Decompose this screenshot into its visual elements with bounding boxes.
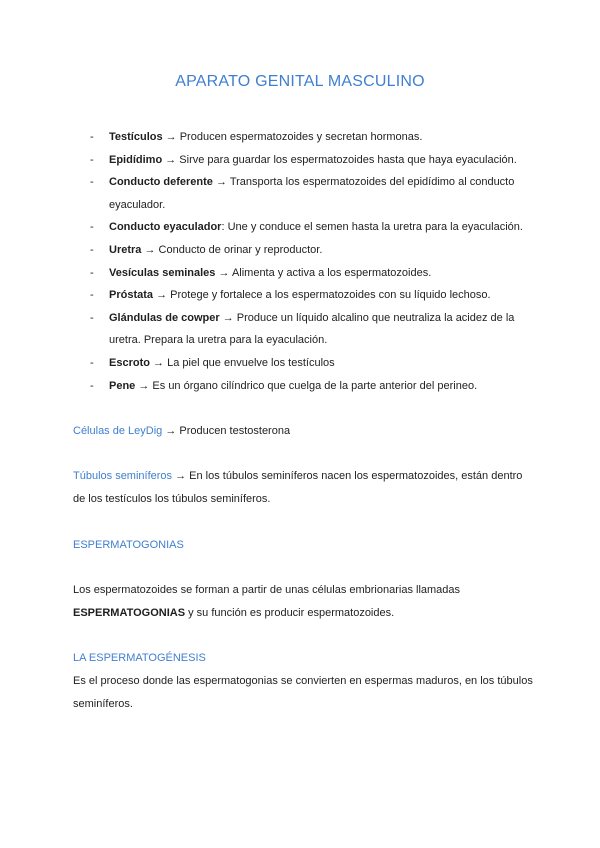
- leydig-text: → Producen testosterona: [162, 425, 291, 437]
- list-item: [90, 216, 530, 239]
- bullet-marker: -: [90, 153, 94, 166]
- list-item-term: Epidídimo: [109, 153, 163, 166]
- list-item-term: Vesículas seminales: [109, 266, 216, 279]
- list-item-separator: →: [162, 153, 180, 166]
- list-item: [90, 239, 530, 262]
- bullet-marker: -: [90, 176, 94, 189]
- list-item-separator: →: [212, 176, 230, 189]
- list-item: [90, 307, 530, 352]
- list-item-separator: →: [153, 289, 171, 302]
- list-item-term: Glándulas de cowper: [109, 311, 220, 324]
- bullet-marker: -: [90, 131, 94, 143]
- list-item: [90, 126, 530, 149]
- list-item-text: Sirve para guardar los espermatozoides hasta que haya eyaculación.: [179, 153, 517, 166]
- leydig-term: Células de LeyDig: [73, 425, 163, 437]
- list-item-separator: →: [149, 356, 168, 369]
- list-item-term: Escroto: [109, 356, 150, 369]
- list-item-separator: →: [215, 266, 232, 279]
- bullet-marker: -: [90, 379, 94, 392]
- list-item-term: Testículos: [109, 131, 163, 143]
- bullet-marker: -: [90, 221, 94, 234]
- espermatogonias-text-after: y su función es producir espermatozoides.: [185, 606, 395, 619]
- list-item-term: Conducto deferente: [109, 176, 213, 189]
- list-item: [90, 375, 530, 398]
- list-item: [90, 284, 530, 307]
- list-item-text: Produce un líquido alcalino que neutraliza la acidez de la uretra. Prepara la uretra para la eyaculación.: [109, 311, 515, 347]
- bullet-marker: -: [90, 243, 94, 256]
- list-item-term: Próstata: [109, 289, 154, 302]
- list-item-text: Producen espermatozoides y secretan hormonas.: [179, 131, 423, 143]
- bullet-marker: -: [90, 289, 94, 302]
- list-item-separator: →: [162, 131, 180, 143]
- tubulos-paragraph: [73, 465, 533, 510]
- list-item-text: Protege y fortalece a los espermatozoides con su líquido lechoso.: [170, 289, 491, 302]
- list-item-separator: →: [219, 311, 237, 324]
- list-item-term: Pene: [109, 379, 136, 392]
- list-item-text: Es un órgano cilíndrico que cuelga de la parte anterior del perineo.: [152, 379, 478, 392]
- list-item-text: La piel que envuelve los testículos: [167, 356, 335, 369]
- espermatogenesis-heading: LA ESPERMATOGÉNESIS: [73, 652, 206, 664]
- list-item: [90, 352, 530, 375]
- bullet-marker: -: [90, 356, 94, 369]
- list-item-text: Une y conduce el semen hasta la uretra para la eyaculación.: [227, 221, 523, 234]
- leydig-paragraph: [73, 420, 533, 443]
- list-item-separator: →: [135, 379, 153, 392]
- list-item-separator: →: [141, 243, 159, 256]
- bullet-marker: -: [90, 311, 94, 324]
- page-title: APARATO GENITAL MASCULINO: [175, 73, 425, 90]
- bullet-marker: -: [90, 266, 94, 279]
- list-item: [90, 171, 530, 216]
- list-item-text: Transporta los espermatozoides del epidídimo al conducto eyaculador.: [109, 176, 515, 211]
- list-item-text: Alimenta y activa a los espermatozoides.: [231, 266, 432, 279]
- list-item: [90, 262, 530, 285]
- list-item-separator: :: [221, 221, 228, 234]
- list-item-text: Conducto de orinar y reproductor.: [158, 243, 323, 256]
- espermatogonias-heading: ESPERMATOGONIAS: [73, 539, 184, 551]
- tubulos-term: Túbulos seminíferos: [73, 470, 173, 482]
- list-item: [90, 149, 530, 172]
- espermatogenesis-paragraph: Es el proceso donde las espermatogonias se convierten en espermas maduros, en los túbulos seminíferos.: [73, 675, 533, 710]
- tubulos-text: → En los túbulos seminíferos nacen los espermatozoides, están dentro de los testículos los túbulos seminíferos.: [73, 470, 523, 505]
- espermatogonias-text-before: Los espermatozoides se forman a partir de unas células embrionarias llamadas: [73, 584, 461, 596]
- espermatogonias-paragraph: [73, 579, 533, 624]
- organ-list: [90, 126, 530, 397]
- espermatogonias-bold: ESPERMATOGONIAS: [73, 606, 186, 619]
- list-item-term: Uretra: [109, 243, 142, 256]
- list-item-term: Conducto eyaculador: [109, 221, 222, 234]
